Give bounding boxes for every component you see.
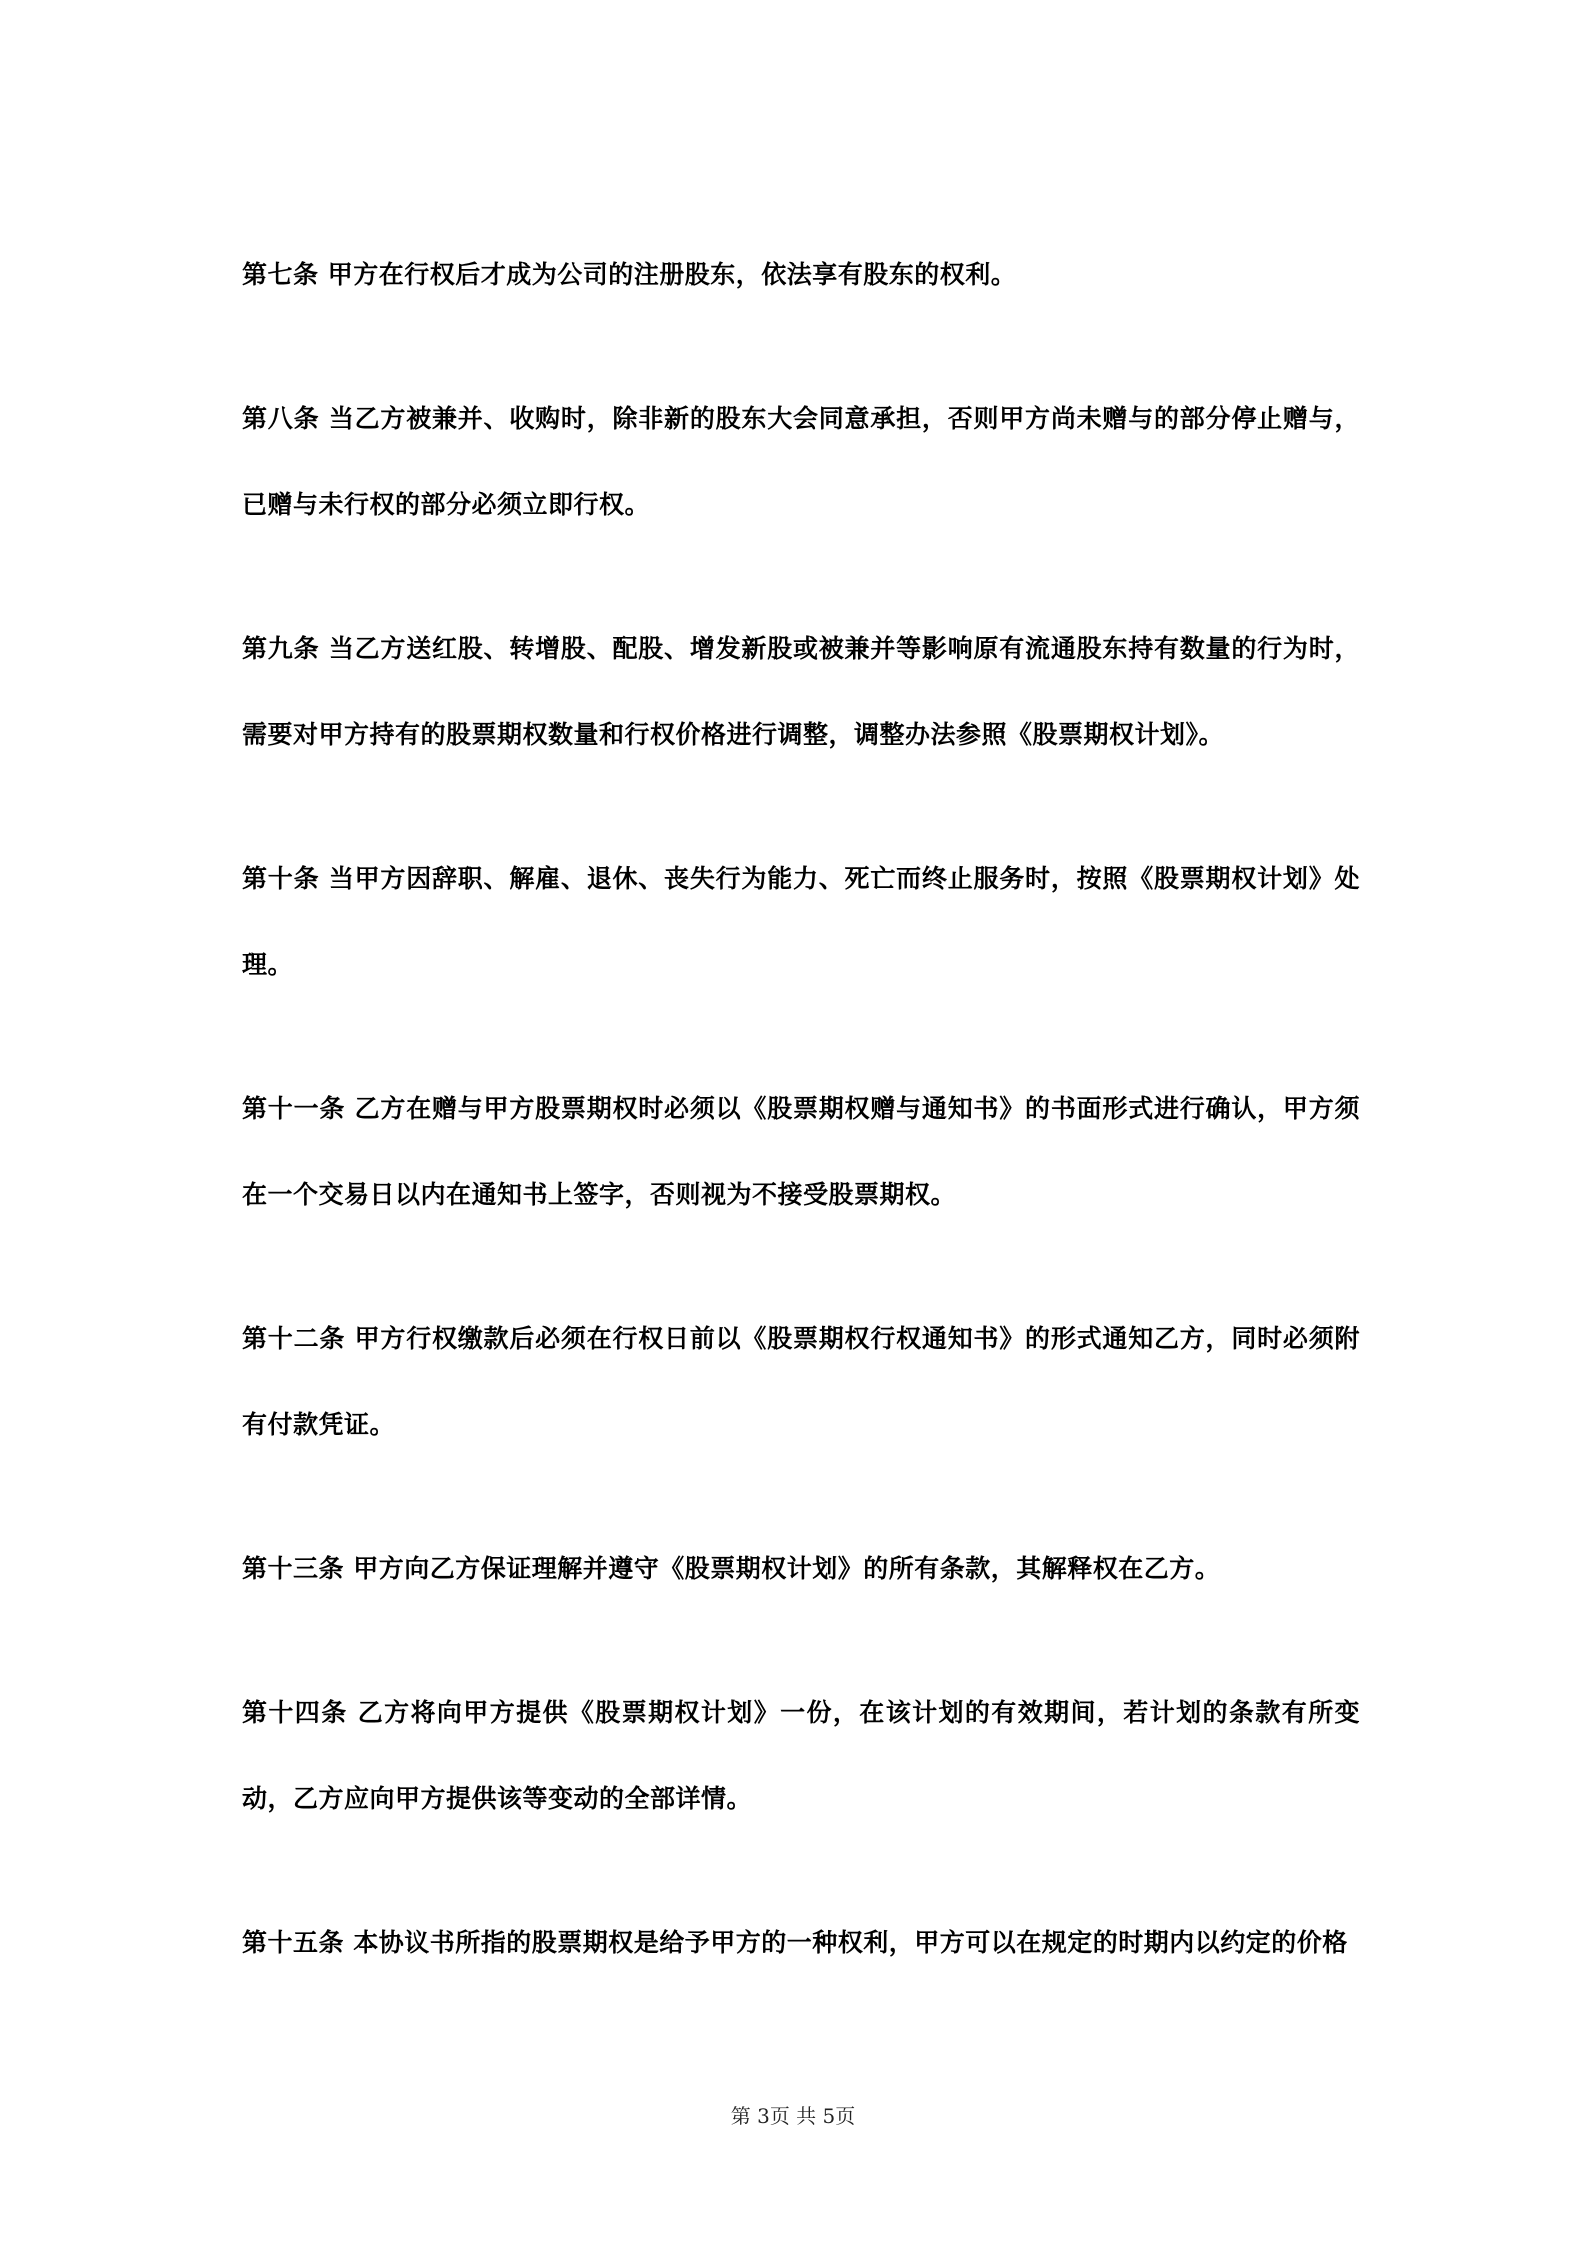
clause-14: 第十四条 乙方将向甲方提供《股票期权计划》一份，在该计划的有效期间，若计划的条款有所变动，乙方应向甲方提供该等变动的全部详情。: [242, 1698, 1360, 1813]
clause-8: 第八条 当乙方被兼并、收购时，除非新的股东大会同意承担，否则甲方尚未赠与的部分停止赠与，已赠与未行权的部分必须立即行权。: [242, 404, 1360, 519]
clause-15: 第十五条 本协议书所指的股票期权是给予甲方的一种权利，甲方可以在规定的时期内以约定的价格: [242, 1928, 1348, 1957]
clause-10: 第十条 当甲方因辞职、解雇、退休、丧失行为能力、死亡而终止服务时，按照《股票期权计划》处理。: [242, 864, 1360, 979]
page-number-footer: 第 3页 共 5页: [730, 2104, 856, 2128]
clause-13: 第十三条 甲方向乙方保证理解并遵守《股票期权计划》的所有条款，其解释权在乙方。: [242, 1554, 1221, 1583]
clause-11: 第十一条 乙方在赠与甲方股票期权时必须以《股票期权赠与通知书》的书面形式进行确认，甲方须在一个交易日以内在通知书上签字，否则视为不接受股票期权。: [242, 1094, 1360, 1209]
document-body: [242, 262, 1360, 2044]
clause-9: 第九条 当乙方送红股、转增股、配股、增发新股或被兼并等影响原有流通股东持有数量的行为时，需要对甲方持有的股票期权数量和行权价格进行调整，调整办法参照《股票期权计划》。: [242, 634, 1360, 749]
clause-12: 第十二条 甲方行权缴款后必须在行权日前以《股票期权行权通知书》的形式通知乙方，同时必须附有付款凭证。: [242, 1324, 1360, 1439]
clause-7: 第七条 甲方在行权后才成为公司的注册股东，依法享有股东的权利。: [242, 260, 1017, 289]
